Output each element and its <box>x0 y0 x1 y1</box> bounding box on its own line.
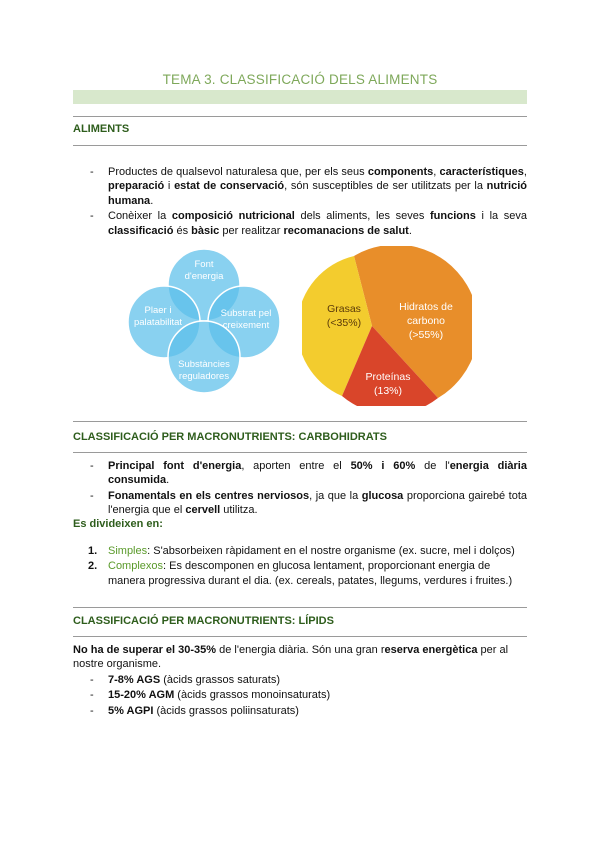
venn-label-top: Font d'energia <box>184 259 224 282</box>
lipids-bullets <box>88 673 527 719</box>
divider <box>73 116 527 117</box>
list-item: 1. Simples: S'absorbeixen ràpidament en el nostre organisme (ex. sucre, mel i dolços) <box>88 545 515 557</box>
section-heading-aliments: ALIMENTS <box>73 123 130 135</box>
section-heading-carbohidrats: CLASSIFICACIÓ PER MACRONUTRIENTS: CARBOHIDRATS <box>73 431 387 443</box>
title-band <box>73 90 527 104</box>
divider <box>73 636 527 637</box>
carbo-numbered-list <box>88 544 527 589</box>
lipids-paragraph: No ha de superar el 30-35% de l'energia diària. Són una gran reserva energètica per al nostre organisme. <box>73 644 509 671</box>
list-item: - Principal font d'energia, aporten entre el 50% i 60% de l'energia diària consumida. <box>88 459 527 488</box>
venn-label-left: Plaer i palatabilitat <box>133 305 183 328</box>
pie-label-hidratos: Hidratos de carbono (>55%) <box>399 301 453 341</box>
divider <box>73 607 527 608</box>
list-item: - Conèixer la composició nutricional dels aliments, les seves funcions i la seva classificació és bàsic per realitzar recomanacions de salut. <box>88 209 527 238</box>
page-title: TEMA 3. CLASSIFICACIÓ DELS ALIMENTS <box>162 72 438 87</box>
list-item: - Productes de qualsevol naturalesa que, per els seus components, característiques, preparació i estat de conservació, són susceptibles de ser utilitzats per la nutrició humana. <box>88 165 527 208</box>
venn-label-bottom: Substàncies reguladores <box>178 359 230 382</box>
section-heading-lipids: CLASSIFICACIÓ PER MACRONUTRIENTS: LÍPIDS <box>73 615 334 627</box>
venn-label-right: Substrat pel creixement <box>220 308 272 331</box>
venn-diagram <box>118 247 290 395</box>
list-item: - 15-20% AGM (àcids grassos monoinsaturats) <box>88 688 527 702</box>
pie-label-grasas: Grasas (<35%) <box>326 303 362 329</box>
list-item: - Fonamentals en els centres nerviosos, ja que la glucosa proporciona gairebé tota l'energia que el cervell utilitza. <box>88 489 527 518</box>
venn-circle-bottom <box>168 321 240 393</box>
aliments-bullets <box>88 165 527 239</box>
carbo-bullets <box>88 459 527 519</box>
list-item: 2. Complexos: Es descomponen en glucosa lentament, proporcionant energia de manera progressiva durant el dia. (ex. cereals, patates, llegums, verdures i fruites.) <box>88 560 513 587</box>
list-item: - 7-8% AGS (àcids grassos saturats) <box>88 673 527 687</box>
pie-label-proteinas: Proteínas (13%) <box>365 371 411 397</box>
list-item: - 5% AGPI (àcids grassos poliinsaturats) <box>88 704 527 718</box>
divider <box>73 145 527 146</box>
macronutrient-pie <box>302 246 472 406</box>
divider <box>73 452 527 453</box>
divider <box>73 421 527 422</box>
subheading-divideixen: Es divideixen en: <box>73 518 163 530</box>
